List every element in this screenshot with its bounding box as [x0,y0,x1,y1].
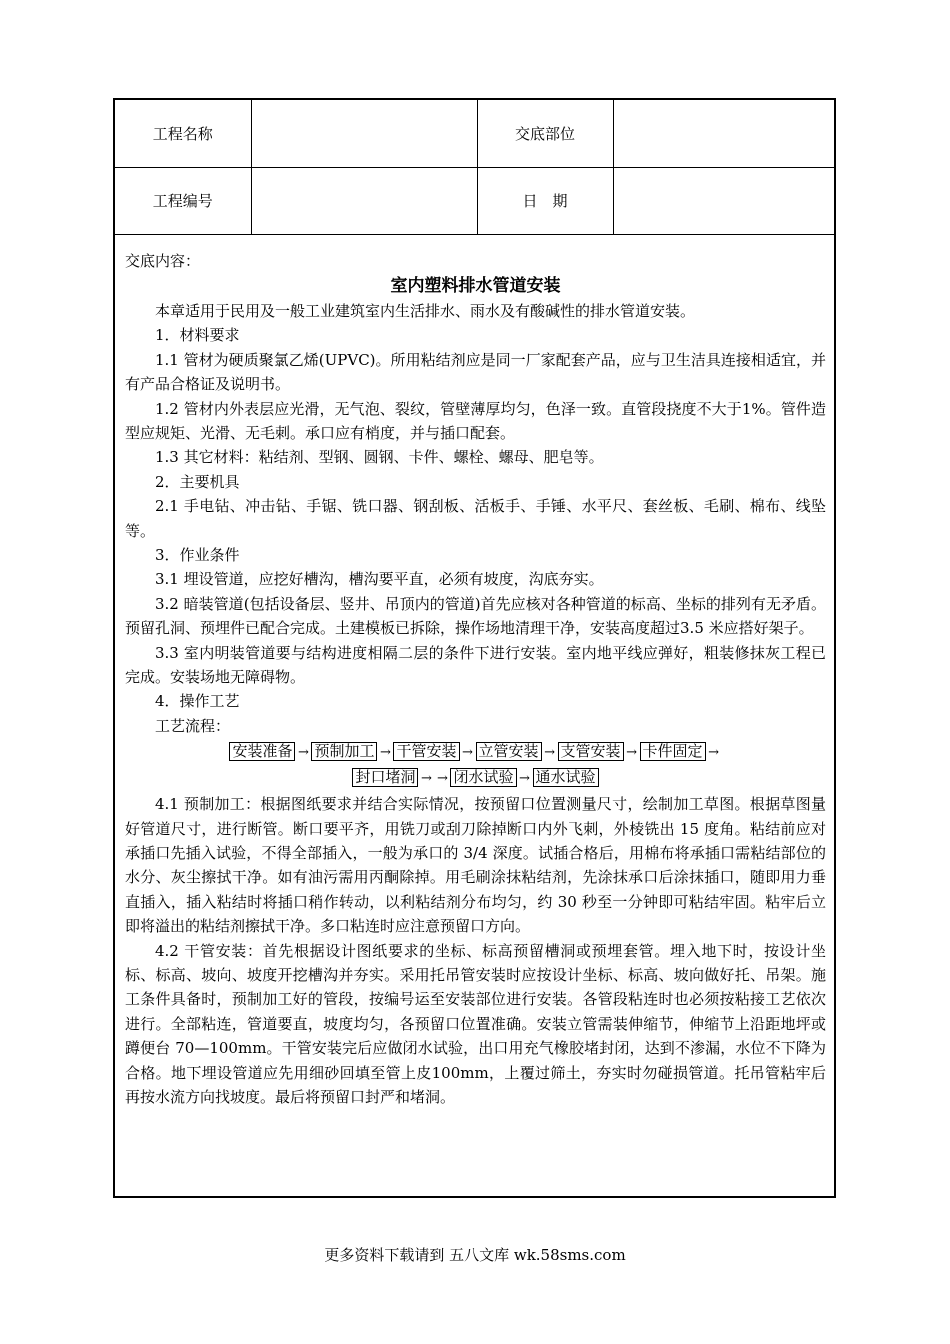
intro-label: 交底内容： [125,251,201,270]
flow-step: 卡件固定 [640,742,706,761]
arrow-icon: → [421,771,432,787]
scope-paragraph: 本章适用于民用及一般工业建筑室内生活排水、雨水及有酸碱性的排水管道安装。 [155,301,696,320]
arrow-icon: → [298,745,309,761]
project-name-value [251,100,477,167]
content-area [115,235,834,1110]
section-heading-1: 1．材料要求 [155,326,240,345]
flow-step: 通水试验 [533,768,599,787]
section-heading-2: 2．主要机具 [155,472,240,491]
arrow-icon: → [626,745,637,761]
footer-text: 更多资料下载请到 五八文库 wk.58sms.com [324,1246,626,1264]
header-table [115,100,834,235]
process-flow-row-1 [125,740,826,764]
flow-step: 支管安装 [558,742,624,761]
section-heading-4: 4．操作工艺 [155,692,240,711]
project-no-label: 工程编号 [115,167,251,234]
date-value [613,167,834,234]
section-heading-3: 3．作业条件 [155,545,240,564]
part-value [613,100,834,167]
arrow-icon: → [380,745,391,761]
paragraph-1-1: 1.1 管材为硬质聚氯乙烯(UPVC)。所用粘结剂应是同一厂家配套产品，应与卫生洁具连接相适宜，并有产品合格证及说明书。 [125,350,826,394]
project-no-value [251,167,477,234]
part-label: 交底部位 [477,100,613,167]
arrow-icon: → [544,745,555,761]
flow-label: 工艺流程： [155,716,231,735]
flow-step: 封口堵洞 [352,768,418,787]
arrow-icon: → [437,771,448,787]
header-row-1 [115,100,834,167]
flow-step: 预制加工 [311,742,377,761]
arrow-icon: → [708,745,719,761]
arrow-icon: → [519,771,530,787]
process-flow-row-2 [125,766,826,790]
paragraph-2-1: 2.1 手电钻、冲击钻、手锯、铣口器、钢刮板、活板手、手锤、水平尺、套丝板、毛刷、棉布、线坠等。 [125,497,826,540]
flow-step: 闭水试验 [450,768,516,787]
project-name-label: 工程名称 [115,100,251,167]
flow-step: 干管安装 [393,742,459,761]
paragraph-4-2: 4.2 干管安装：首先根据设计图纸要求的坐标、标高预留槽洞或预埋套管。埋入地下时，按设计坐标、标高、坡向、坡度开挖槽沟并夯实。采用托吊管安装时应按设计坐标、标高、坡向做好托、吊架。施工条件具备时，预制加工好的管段，按编号运至安装部位进行安装。各管段粘连时也必须按粘接工艺依次进行。全部粘连，管道要直，坡度均匀，各预留口位置准确。安装立管需装伸缩节，伸缩节上沿距地坪或蹲便台 70—100mm。干管安装完后应做闭水试验，出口用充气橡胶堵封闭，达到不渗漏，水位不下降为合格。地下埋设管道应先用细砂回填至管上皮100mm，上覆过筛土，夯实时勿碰损管道。托吊管粘牢后再按水流方向找坡度。最后将预留口封严和堵洞。 [125,941,826,1107]
paragraph-1-3: 1.3 其它材料：粘结剂、型钢、圆钢、卡件、螺栓、螺母、肥皂等。 [155,448,604,467]
document-title: 室内塑料排水管道安装 [390,275,561,296]
flow-step: 立管安装 [476,742,542,761]
paragraph-3-1: 3.1 埋设管道，应挖好槽沟，槽沟要平直，必须有坡度，沟底夯实。 [155,570,604,589]
flow-step: 安装准备 [229,742,295,761]
paragraph-1-2: 1.2 管材内外表层应光滑，无气泡、裂纹，管壁薄厚均匀，色泽一致。直管段挠度不大于1%。管件造型应规矩、光滑、无毛刺。承口应有梢度，并与插口配套。 [125,399,826,442]
paragraph-4-1: 4.1 预制加工：根据图纸要求并结合实际情况，按预留口位置测量尺寸，绘制加工草图。根据草图量好管道尺寸，进行断管。断口要平齐，用铣刀或刮刀除掉断口内外飞刺，外棱铣出 15 度角。粘结前应对承插口先插入试验，不得全部插入，一般为承口的 3/4 深度。试插合格后，用棉布将承插口需粘结部位的水分、灰尘擦拭干净。如有油污需用丙酮除掉。用毛刷涂抹粘结剂，先涂抹承口后涂抹插口，随即用力垂直插入，插入粘结时将插口稍作转动，以利粘结剂分布均匀，约 30 秒至一分钟即可粘结牢固。粘牢后立即将溢出的粘结剂擦拭干净。多口粘连时应注意预留口方向。 [125,795,826,936]
paragraph-3-2: 3.2 暗装管道(包括设备层、竖井、吊顶内的管道)首先应核对各种管道的标高、坐标的排列有无矛盾。预留孔洞、预埋件已配合完成。土建模板已拆除，操作场地清理干净，安装高度超过3.5 米应搭好架子。 [125,594,826,638]
arrow-icon: → [462,745,473,761]
header-row-2 [115,167,834,234]
date-label: 日 期 [477,167,613,234]
disclosure-sheet [113,98,836,1198]
paragraph-3-3: 3.3 室内明装管道要与结构进度相隔二层的条件下进行安装。室内地平线应弹好，粗装修抹灰工程已完成。安装场地无障碍物。 [125,643,826,686]
